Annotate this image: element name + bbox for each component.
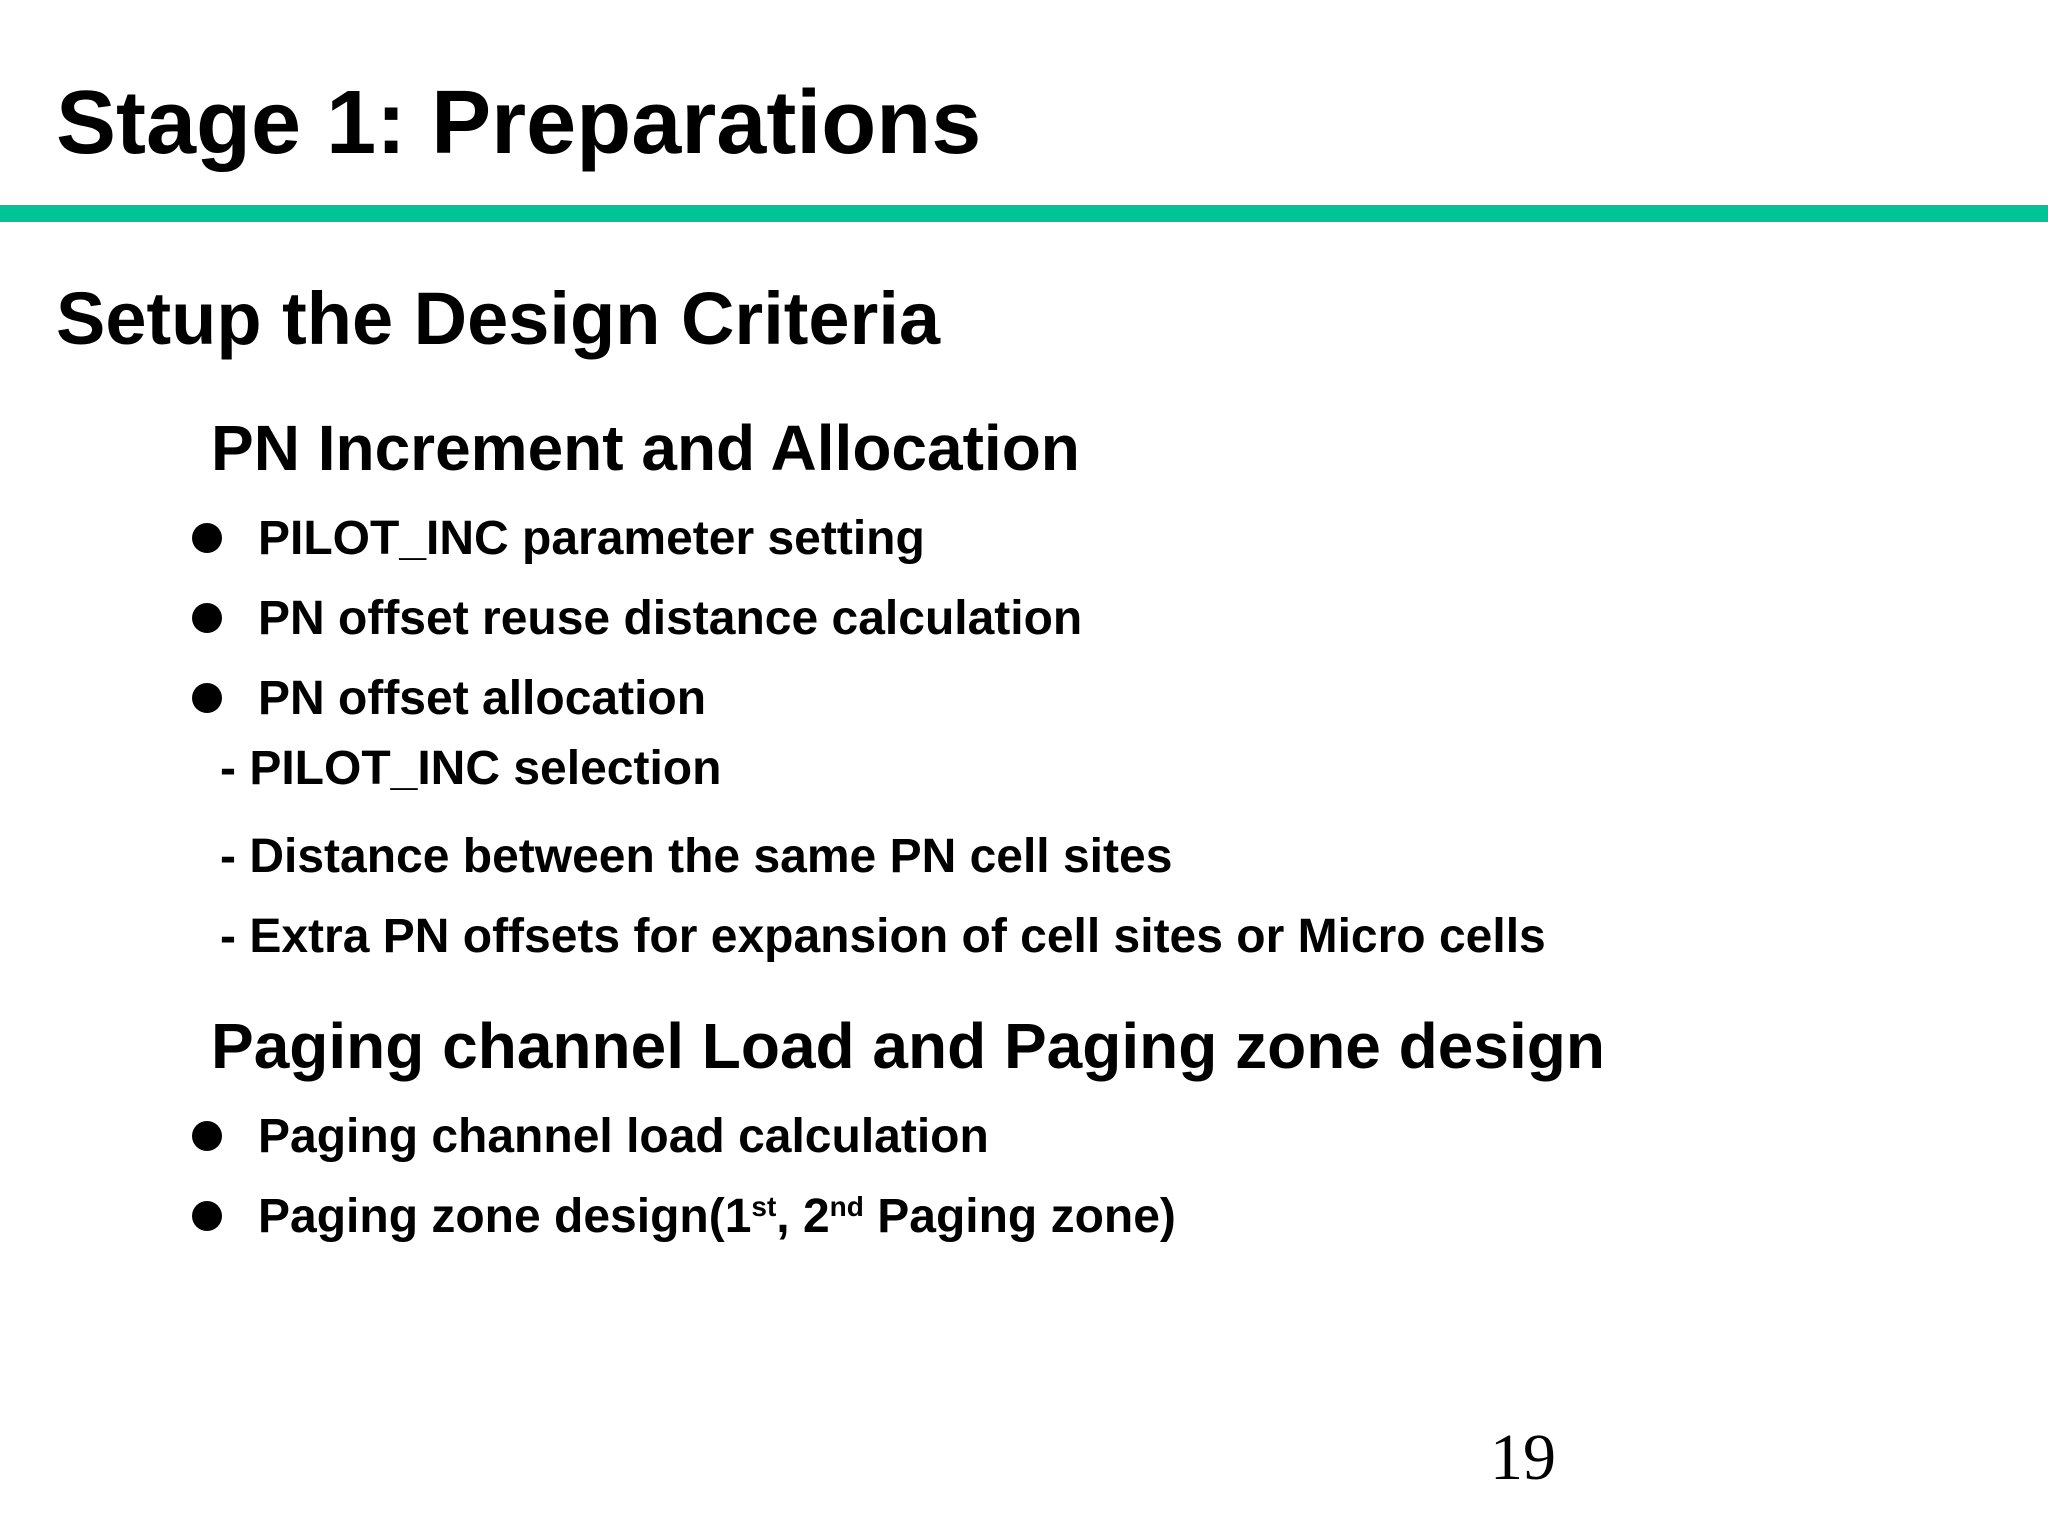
bullet-text: Paging channel load calculation <box>258 1110 989 1163</box>
sub-item: - Extra PN offsets for expansion of cell sites or Micro cells <box>220 910 1546 963</box>
sub-item: - Distance between the same PN cell sites <box>220 830 1173 883</box>
title-divider <box>0 205 2048 222</box>
page-number: 19 <box>1490 1421 1556 1494</box>
bullet-icon <box>192 1121 222 1151</box>
slide-title: Stage 1: Preparations <box>56 73 982 173</box>
bullet-text-part: Paging zone design(1 <box>258 1190 752 1243</box>
bullet-text: PN offset reuse distance calculation <box>258 592 1083 645</box>
bullet-text: PN offset allocation <box>258 672 707 725</box>
bullet-text-part: , 2 <box>776 1190 830 1243</box>
bullet-icon <box>192 1201 222 1231</box>
bullet-text-paging-zone <box>258 1186 1176 1248</box>
sub-item: - PILOT_INC selection <box>220 742 722 795</box>
section-heading-pn-increment: PN Increment and Allocation <box>211 412 1080 484</box>
section-heading-paging-channel: Paging channel Load and Paging zone design <box>211 1010 1605 1082</box>
slide-subtitle: Setup the Design Criteria <box>56 277 941 360</box>
bullet-icon <box>192 523 222 553</box>
bullet-text: PILOT_INC parameter setting <box>258 512 925 565</box>
bullet-icon <box>192 603 222 633</box>
ordinal-suffix: nd <box>829 1191 864 1222</box>
ordinal-suffix: st <box>751 1191 777 1222</box>
bullet-text-part: Paging zone) <box>863 1190 1176 1243</box>
bullet-icon <box>192 683 222 713</box>
